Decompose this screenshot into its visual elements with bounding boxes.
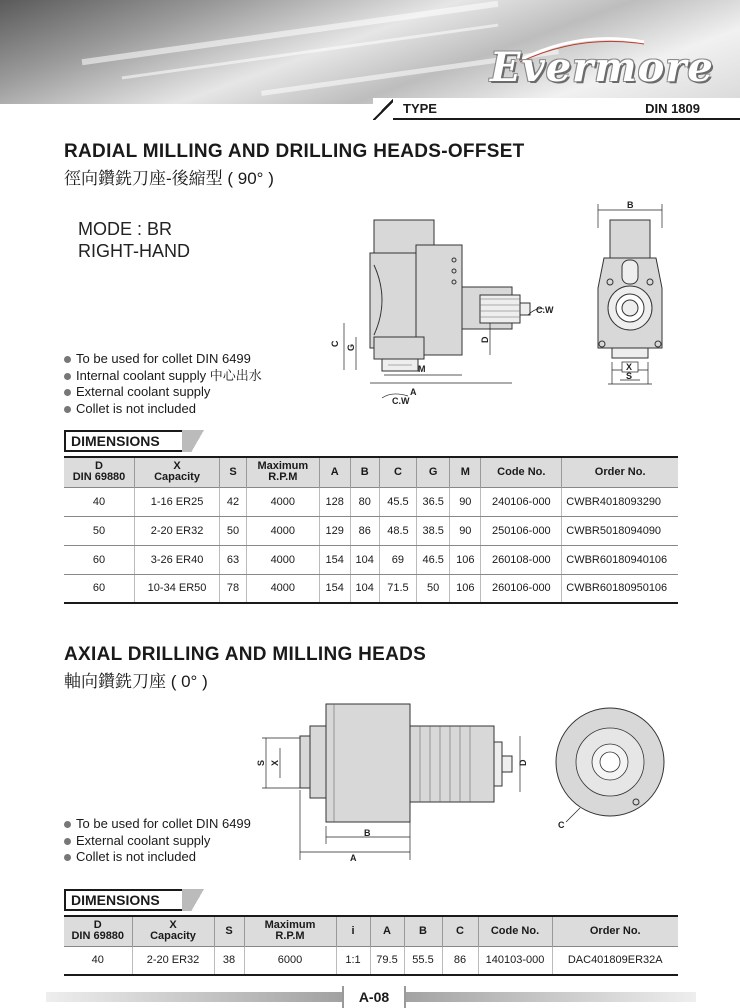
col-header: Maximum R.P.M xyxy=(244,916,336,946)
col-header: S xyxy=(220,457,247,487)
svg-text:D: D xyxy=(518,759,528,766)
svg-text:A: A xyxy=(350,853,357,863)
svg-text:C: C xyxy=(330,340,340,347)
dimensions-label: DIMENSIONS xyxy=(64,889,184,911)
col-header: D DIN 69880 xyxy=(64,916,132,946)
section1-dimensions-table xyxy=(64,456,678,604)
svg-text:C: C xyxy=(558,820,565,830)
svg-text:B: B xyxy=(627,200,634,210)
feature-item: Internal coolant supply 中心出水 xyxy=(64,368,262,385)
table-row: 40 1-16 ER25 42 4000 128 80 45.5 36.5 90 240106-000 CWBR4018093290 xyxy=(64,487,678,516)
col-header: A xyxy=(370,916,404,946)
col-header: S xyxy=(214,916,244,946)
col-header: Code No. xyxy=(478,916,552,946)
table-row: 60 10-34 ER50 78 4000 154 104 71.5 50 106 260106-000 CWBR60180950106 xyxy=(64,574,678,603)
section1-dimensions-tab xyxy=(64,430,204,452)
col-header: D DIN 69880 xyxy=(64,457,135,487)
label-d: D xyxy=(480,336,490,343)
table-row: 50 2-20 ER32 50 4000 129 86 48.5 38.5 90 250106-000 CWBR5018094090 xyxy=(64,516,678,545)
page-number: A-08 xyxy=(342,986,406,1008)
svg-text:M: M xyxy=(418,364,426,374)
axial-head-side-drawing xyxy=(250,696,540,868)
col-header: M xyxy=(450,457,481,487)
col-header: A xyxy=(319,457,350,487)
type-bar xyxy=(375,98,740,120)
din-label: DIN 1809 xyxy=(645,101,700,116)
col-header: G xyxy=(417,457,450,487)
svg-text:B: B xyxy=(364,828,371,838)
feature-item: External coolant supply xyxy=(64,384,262,401)
feature-item: Collet is not included xyxy=(64,401,262,418)
svg-text:S: S xyxy=(626,371,633,381)
col-header: C xyxy=(379,457,416,487)
feature-item: To be used for collet DIN 6499 xyxy=(64,351,262,368)
section2-subtitle: 軸向鑽銑刀座 ( 0° ) xyxy=(64,672,208,691)
mode-label: MODE : BR xyxy=(78,219,173,239)
table-row: 40 2-20 ER32 38 6000 1:1 79.5 55.5 86 140103-000 DAC401809ER32A xyxy=(64,946,678,975)
table-header-row xyxy=(64,916,678,946)
col-header: B xyxy=(404,916,442,946)
feature-item: External coolant supply xyxy=(64,833,251,850)
col-header: B xyxy=(350,457,379,487)
col-header: C xyxy=(442,916,478,946)
feature-item: Collet is not included xyxy=(64,849,251,866)
col-header: Order No. xyxy=(562,457,678,487)
svg-text:G: G xyxy=(346,343,356,351)
section1-subtitle: 徑向鑽銑刀座-後縮型 ( 90° ) xyxy=(64,169,274,188)
brand-logo: Evermore xyxy=(490,44,714,91)
col-header: Order No. xyxy=(552,916,678,946)
section1-features xyxy=(64,351,262,417)
radial-head-side-drawing xyxy=(330,205,570,405)
svg-text:A: A xyxy=(410,387,417,397)
col-header: X Capacity xyxy=(132,916,214,946)
table-header-row xyxy=(64,457,678,487)
col-header: i xyxy=(336,916,370,946)
section2-dimensions-tab xyxy=(64,889,204,911)
col-header: Code No. xyxy=(481,457,562,487)
section2-title: AXIAL DRILLING AND MILLING HEADS xyxy=(64,644,427,665)
section1-title: RADIAL MILLING AND DRILLING HEADS-OFFSET xyxy=(64,141,525,162)
hand-label: RIGHT-HAND xyxy=(78,241,190,261)
col-header: X Capacity xyxy=(135,457,220,487)
axial-head-front-drawing xyxy=(540,698,680,838)
type-label: TYPE xyxy=(403,101,437,116)
table-row: 60 3-26 ER40 63 4000 154 104 69 46.5 106 260108-000 CWBR60180940106 xyxy=(64,545,678,574)
feature-item: To be used for collet DIN 6499 xyxy=(64,816,251,833)
svg-text:X: X xyxy=(626,362,633,372)
col-header: Maximum R.P.M xyxy=(247,457,320,487)
svg-text:C.W: C.W xyxy=(536,305,554,315)
section2-features xyxy=(64,816,251,866)
svg-text:X: X xyxy=(270,759,280,766)
svg-text:C.W: C.W xyxy=(392,396,410,405)
svg-text:S: S xyxy=(256,759,266,766)
dimensions-label: DIMENSIONS xyxy=(64,430,184,452)
radial-head-front-drawing xyxy=(590,198,670,388)
section2-dimensions-table xyxy=(64,915,678,976)
